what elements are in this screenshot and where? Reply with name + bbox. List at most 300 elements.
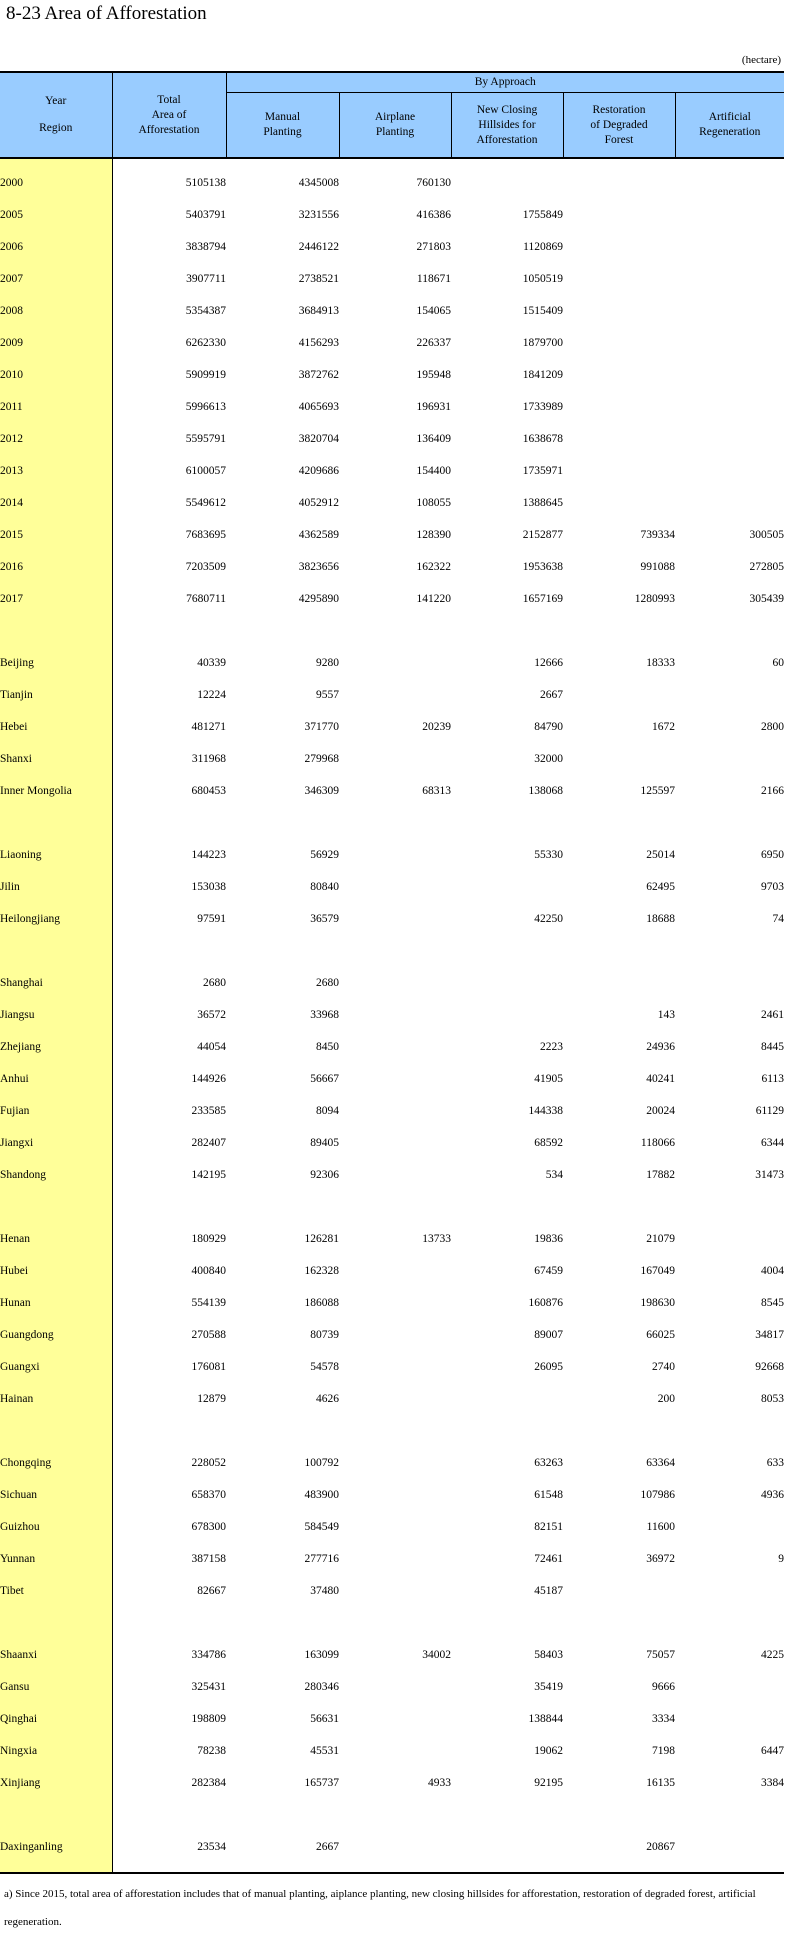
table-cell: 162328 (304, 1265, 339, 1277)
table-cell (339, 1479, 451, 1511)
table-cell: 92195 (534, 1777, 563, 1789)
table-cell: 118671 (416, 273, 451, 285)
table-row (0, 1319, 784, 1351)
unit-label: (hectare) (741, 54, 781, 66)
table-cell: 54578 (310, 1361, 339, 1373)
table-cell: 3820704 (298, 433, 339, 445)
row-label: 2008 (0, 295, 112, 327)
table-cell: 226337 (416, 337, 451, 349)
table-cell: 554139 (191, 1297, 226, 1309)
table-cell: 2800 (761, 721, 785, 733)
row-label: Shanghai (0, 967, 112, 999)
table-cell: 8450 (316, 1041, 339, 1053)
table-cell: 142195 (191, 1169, 226, 1181)
table-row (0, 967, 784, 999)
table-cell: 36972 (646, 1553, 675, 1565)
table-cell: 13733 (422, 1233, 451, 1245)
row-label: Gansu (0, 1671, 112, 1703)
table-cell: 18333 (646, 657, 675, 669)
table-cell: 19836 (534, 1233, 563, 1245)
table-cell (563, 231, 675, 263)
table-cell: 6100057 (185, 465, 226, 477)
table-cell: 44054 (197, 1041, 226, 1053)
header-line: Forest (604, 133, 634, 146)
table-row (0, 1095, 784, 1127)
table-cell: 6447 (761, 1745, 785, 1757)
table-cell (563, 1575, 675, 1607)
table-body (0, 158, 784, 1873)
table-cell: 233585 (191, 1105, 226, 1117)
table-cell: 1735971 (522, 465, 563, 477)
table-cell (339, 1383, 451, 1415)
spacer-row (0, 1191, 784, 1223)
table-cell: 143 (657, 1009, 675, 1021)
table-cell (675, 487, 784, 519)
table-row (0, 1063, 784, 1095)
row-label: 2015 (0, 519, 112, 551)
table-cell: 4004 (761, 1265, 785, 1277)
table-cell: 42250 (534, 913, 563, 925)
table-cell (339, 1351, 451, 1383)
table-cell (339, 1095, 451, 1127)
table-row (0, 199, 784, 231)
table-cell: 82151 (534, 1521, 563, 1533)
row-label: Xinjiang (0, 1767, 112, 1799)
table-cell: 45187 (534, 1585, 563, 1597)
table-row (0, 1031, 784, 1063)
table-row (0, 1447, 784, 1479)
table-cell (451, 871, 563, 903)
table-cell: 8545 (761, 1297, 785, 1309)
table-cell: 89007 (534, 1329, 563, 1341)
table-cell: 200 (657, 1393, 675, 1405)
table-cell: 1879700 (522, 337, 563, 349)
table-cell: 270588 (191, 1329, 226, 1341)
table-row (0, 1255, 784, 1287)
table-cell: 4225 (761, 1649, 785, 1661)
table-cell (339, 1575, 451, 1607)
table-cell: 4052912 (298, 497, 339, 509)
header-line: Planting (263, 126, 302, 138)
table-cell: 2446122 (298, 241, 339, 253)
table-cell: 282407 (191, 1137, 226, 1149)
row-label: Shanxi (0, 743, 112, 775)
table-cell (339, 1255, 451, 1287)
table-row (0, 1703, 784, 1735)
table-cell (675, 1703, 784, 1735)
table-cell (675, 263, 784, 295)
table-cell: 9666 (652, 1681, 675, 1693)
table-cell (339, 967, 451, 999)
table-cell: 282384 (191, 1777, 226, 1789)
table-cell: 1120869 (523, 241, 563, 253)
row-label: 2011 (0, 391, 112, 423)
table-cell (339, 1159, 451, 1191)
header-line: Regeneration (699, 126, 761, 138)
table-cell: 26095 (534, 1361, 563, 1373)
table-cell (675, 1223, 784, 1255)
row-label: Heilongjiang (0, 903, 112, 935)
table-cell: 68592 (534, 1137, 563, 1149)
spacer-row (0, 935, 784, 967)
table-cell: 8445 (761, 1041, 785, 1053)
table-row (0, 583, 784, 615)
table-row (0, 839, 784, 871)
row-label: Anhui (0, 1063, 112, 1095)
table-cell (339, 1127, 451, 1159)
table-cell: 739334 (640, 529, 675, 541)
spacer-row (0, 158, 784, 167)
table-row (0, 1223, 784, 1255)
table-cell: 277716 (304, 1553, 339, 1565)
table-row (0, 1639, 784, 1671)
table-cell: 1953638 (522, 561, 563, 573)
row-label: Tianjin (0, 679, 112, 711)
table-cell: 160876 (528, 1297, 563, 1309)
table-cell (339, 1703, 451, 1735)
manual-planting-header (226, 93, 339, 159)
table-cell (563, 743, 675, 775)
table-cell: 4156293 (298, 337, 339, 349)
afforestation-table (0, 71, 784, 1874)
table-cell: 534 (545, 1169, 563, 1181)
header-line: Artificial (708, 111, 751, 123)
table-cell: 97591 (197, 913, 226, 925)
row-label: 2007 (0, 263, 112, 295)
row-label: Inner Mongolia (0, 775, 112, 807)
table-cell: 75057 (646, 1649, 675, 1661)
table-cell: 31473 (755, 1169, 785, 1181)
table-cell (339, 1287, 451, 1319)
total-header (112, 72, 226, 158)
table-cell: 186088 (304, 1297, 339, 1309)
airplane-planting-header (339, 93, 451, 159)
table-cell: 760130 (416, 177, 451, 189)
table-row (0, 1735, 784, 1767)
table-cell: 3384 (761, 1777, 785, 1789)
table-row (0, 167, 784, 199)
table-cell (451, 1383, 563, 1415)
table-row (0, 551, 784, 583)
table-cell: 2667 (540, 689, 563, 701)
table-cell: 37480 (310, 1585, 339, 1597)
table-cell: 311968 (191, 753, 226, 765)
row-label: Qinghai (0, 1703, 112, 1735)
table-cell: 1755849 (522, 209, 563, 221)
table-cell: 58403 (534, 1649, 563, 1661)
table-cell: 346309 (304, 785, 339, 797)
table-cell (339, 647, 451, 679)
table-cell: 144338 (528, 1105, 563, 1117)
table-cell: 7683695 (185, 529, 226, 541)
table-cell: 678300 (191, 1521, 226, 1533)
table-cell: 8094 (316, 1105, 339, 1117)
row-label: Chongqing (0, 1447, 112, 1479)
table-cell: 176081 (191, 1361, 226, 1373)
row-label: Liaoning (0, 839, 112, 871)
table-cell: 2223 (540, 1041, 563, 1053)
table-cell: 3684913 (298, 305, 339, 317)
table-cell: 20024 (646, 1105, 675, 1117)
table-cell: 1280993 (634, 593, 675, 605)
row-label: Ningxia (0, 1735, 112, 1767)
table-cell (339, 1063, 451, 1095)
table-cell: 72461 (534, 1553, 563, 1565)
table-cell: 5549612 (185, 497, 226, 509)
table-cell: 400840 (191, 1265, 226, 1277)
row-label: Shandong (0, 1159, 112, 1191)
table-cell: 4295890 (298, 593, 339, 605)
table-cell: 1388645 (522, 497, 563, 509)
row-label: Guangdong (0, 1319, 112, 1351)
table-cell: 16135 (646, 1777, 675, 1789)
table-cell: 4209686 (298, 465, 339, 477)
table-cell (563, 967, 675, 999)
table-cell (563, 263, 675, 295)
table-cell (675, 167, 784, 199)
row-label: Fujian (0, 1095, 112, 1127)
table-cell: 3838794 (185, 241, 226, 253)
table-cell: 20239 (422, 721, 451, 733)
region-header-label: Region (39, 122, 73, 134)
table-cell: 196931 (416, 401, 451, 413)
table-cell: 136409 (416, 433, 451, 445)
row-label: 2017 (0, 583, 112, 615)
restoration-degraded-forest-header (563, 93, 675, 159)
page-title: 8-23 Area of Afforestation (6, 3, 207, 24)
table-cell: 2680 (316, 977, 339, 989)
table-cell: 2166 (761, 785, 785, 797)
table-cell: 3334 (652, 1713, 675, 1725)
header-line: Airplane (374, 111, 416, 123)
table-cell (451, 1831, 563, 1863)
table-cell: 153038 (191, 881, 226, 893)
table-cell: 2461 (761, 1009, 785, 1021)
table-cell: 24936 (646, 1041, 675, 1053)
table-cell: 12666 (534, 657, 563, 669)
table-row (0, 1159, 784, 1191)
table-cell: 228052 (191, 1457, 226, 1469)
table-cell: 7198 (652, 1745, 675, 1757)
row-label: 2000 (0, 167, 112, 199)
table-cell: 165737 (304, 1777, 339, 1789)
table-cell: 481271 (191, 721, 226, 733)
table-cell: 100792 (304, 1457, 339, 1469)
table-cell (339, 1543, 451, 1575)
table-cell: 1515409 (522, 305, 563, 317)
table-cell (339, 679, 451, 711)
table-cell (675, 199, 784, 231)
table-cell: 5105138 (185, 177, 226, 189)
table-cell (563, 295, 675, 327)
row-label: Hunan (0, 1287, 112, 1319)
table-cell: 4936 (761, 1489, 785, 1501)
table-cell (675, 231, 784, 263)
table-cell: 167049 (640, 1265, 675, 1277)
table-cell: 36579 (310, 913, 339, 925)
table-row (0, 263, 784, 295)
table-cell: 60 (772, 657, 785, 669)
table-row (0, 1383, 784, 1415)
row-label: 2010 (0, 359, 112, 391)
table-row (0, 1543, 784, 1575)
footnote: a) Since 2015, total area of afforestation includes that of manual planting, aiplance planting, new closing hillsides for afforestation, restoration of degraded forest, artificial regeneration. (4, 1888, 756, 1928)
spacer-row (0, 1863, 784, 1873)
table-cell (563, 359, 675, 391)
table-cell: 6950 (761, 849, 785, 861)
table-cell: 78238 (197, 1745, 226, 1757)
table-cell: 5354387 (185, 305, 226, 317)
table-cell: 4345008 (298, 177, 339, 189)
table-cell (339, 903, 451, 935)
table-cell: 68313 (422, 785, 451, 797)
table-cell: 5595791 (185, 433, 226, 445)
table-cell (451, 967, 563, 999)
table-cell: 9280 (316, 657, 339, 669)
table-row (0, 679, 784, 711)
table-cell: 12879 (197, 1393, 226, 1405)
table-cell: 9703 (761, 881, 785, 893)
table-cell: 6262330 (185, 337, 226, 349)
year-header-label: Year (45, 95, 67, 107)
table-cell: 8053 (761, 1393, 785, 1405)
table-cell (675, 1831, 784, 1863)
table-cell: 84790 (534, 721, 563, 733)
table-cell: 7680711 (186, 593, 226, 605)
header-line: of Degraded (590, 118, 648, 131)
table-row (0, 487, 784, 519)
table-cell (339, 1319, 451, 1351)
table-cell (339, 871, 451, 903)
header-line: Afforestation (476, 133, 538, 146)
table-cell: 198809 (191, 1713, 226, 1725)
table-row (0, 1287, 784, 1319)
table-cell: 1841209 (522, 369, 563, 381)
table-cell: 633 (766, 1457, 785, 1469)
table-cell: 483900 (304, 1489, 339, 1501)
table-cell: 63263 (534, 1457, 563, 1469)
table-cell (563, 487, 675, 519)
table-cell: 33968 (310, 1009, 339, 1021)
table-cell: 2740 (652, 1361, 675, 1373)
table-cell: 66025 (646, 1329, 675, 1341)
table-cell (675, 1511, 784, 1543)
table-row (0, 903, 784, 935)
table-cell: 40241 (646, 1073, 675, 1085)
row-label: 2014 (0, 487, 112, 519)
table-cell: 23534 (197, 1841, 226, 1853)
table-row (0, 871, 784, 903)
table-cell: 20867 (646, 1841, 675, 1853)
table-cell: 4065693 (298, 401, 339, 413)
table-row (0, 231, 784, 263)
table-cell: 36572 (197, 1009, 226, 1021)
table-cell (675, 455, 784, 487)
table-cell: 5996613 (185, 401, 226, 413)
table-cell (339, 1831, 451, 1863)
table-cell: 118066 (640, 1137, 675, 1149)
table-cell (675, 679, 784, 711)
table-cell: 416386 (416, 209, 451, 221)
header-line: New Closing (476, 103, 538, 116)
table-row (0, 1831, 784, 1863)
table-cell: 18688 (646, 913, 675, 925)
table-cell: 141220 (416, 593, 451, 605)
table-cell: 80739 (310, 1329, 339, 1341)
table-cell: 658370 (191, 1489, 226, 1501)
table-cell: 584549 (304, 1521, 339, 1533)
table-cell: 180929 (191, 1233, 226, 1245)
table-cell: 4933 (428, 1777, 451, 1789)
table-cell: 9 (778, 1553, 785, 1565)
table-cell (339, 839, 451, 871)
table-cell (675, 1671, 784, 1703)
table-cell: 138844 (528, 1713, 563, 1725)
row-label: Beijing (0, 647, 112, 679)
table-cell: 300505 (749, 529, 785, 541)
total-header-line: Total (157, 93, 181, 106)
table-cell: 5403791 (185, 209, 226, 221)
table-cell: 34002 (422, 1649, 451, 1661)
table-cell: 305439 (749, 593, 785, 605)
artificial-regeneration-header (675, 93, 784, 159)
table-cell: 2667 (316, 1841, 339, 1853)
table-row (0, 423, 784, 455)
table-row (0, 775, 784, 807)
row-label: Guangxi (0, 1351, 112, 1383)
spacer-row (0, 1415, 784, 1447)
table-cell: 162322 (416, 561, 451, 573)
table-row (0, 711, 784, 743)
row-label: Tibet (0, 1575, 112, 1607)
table-cell: 144926 (191, 1073, 226, 1085)
table-cell (339, 999, 451, 1031)
table-cell: 41905 (534, 1073, 563, 1085)
row-label: Jilin (0, 871, 112, 903)
row-label: Guizhou (0, 1511, 112, 1543)
table-cell: 163099 (304, 1649, 339, 1661)
table-cell: 34817 (755, 1329, 785, 1341)
table-cell: 271803 (416, 241, 451, 253)
row-label: 2005 (0, 199, 112, 231)
table-cell: 32000 (534, 753, 563, 765)
table-cell: 2738521 (298, 273, 339, 285)
table-cell (675, 1575, 784, 1607)
header-line: Planting (375, 126, 415, 138)
table-cell: 56667 (310, 1073, 339, 1085)
table-cell: 387158 (191, 1553, 226, 1565)
table-row (0, 647, 784, 679)
table-cell: 108055 (416, 497, 451, 509)
table-cell: 280346 (304, 1681, 339, 1693)
table-row (0, 1351, 784, 1383)
row-label: 2006 (0, 231, 112, 263)
table-cell (339, 1511, 451, 1543)
table-cell (339, 1671, 451, 1703)
row-label: Zhejiang (0, 1031, 112, 1063)
table-cell: 35419 (534, 1681, 563, 1693)
table-cell: 3907711 (186, 273, 226, 285)
table-cell (451, 167, 563, 199)
table-cell: 325431 (191, 1681, 226, 1693)
spacer-row (0, 615, 784, 647)
table-cell: 45531 (310, 1745, 339, 1757)
table-row (0, 455, 784, 487)
table-cell (339, 1031, 451, 1063)
table-row (0, 1479, 784, 1511)
table-cell: 9557 (316, 689, 339, 701)
table-cell: 1050519 (522, 273, 563, 285)
